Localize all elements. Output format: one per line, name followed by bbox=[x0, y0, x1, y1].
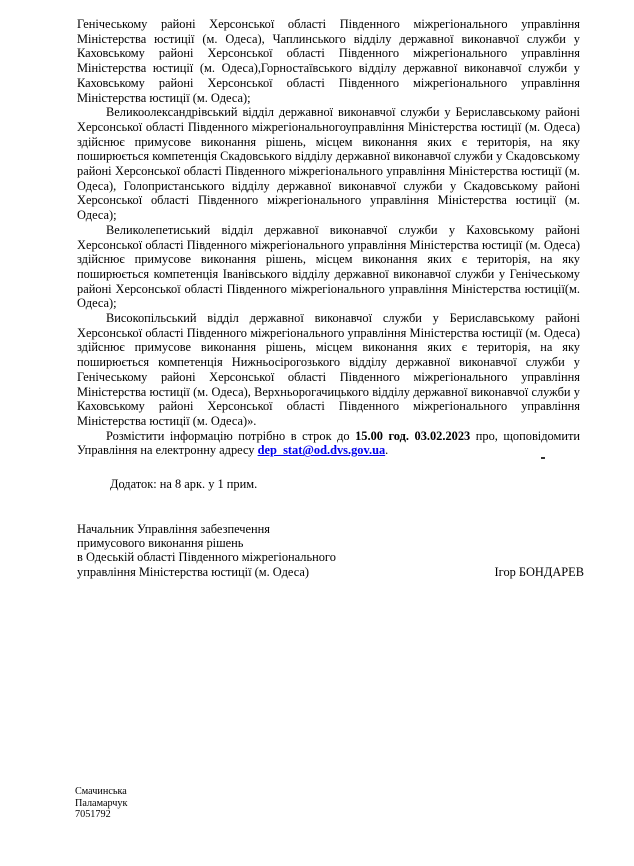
dash-mark bbox=[541, 457, 545, 459]
paragraph-vysokopilskyi: Високопільський відділ державної виконавчої служби у Бериславському районі Херсонської області Південного міжрегіонального управління Міністерства юстиції (м. Одеса) здійснює примусове виконання рішень, місцем виконання яких є територія, на яку поширюється компетенція Нижньосірогозького відділу державної виконавчої служби у Генічеському районі Херсонської області Південного міжрегіонального управління Міністерства юстиції (м. Одеса), Верхньорогачицького відділу державної виконавчої служби у Каховському районі Херсонської області Південного міжрегіонального управління Міністерства юстиції (м. Одеса)». bbox=[77, 311, 580, 428]
signature-position-line: примусового виконання рішень bbox=[77, 536, 244, 551]
instruction-prefix: Розмістити інформацію потрібно в строк до bbox=[106, 428, 356, 443]
deadline-text: 15.00 год. 03.02.2023 bbox=[355, 428, 471, 443]
document-body bbox=[77, 17, 580, 458]
paragraph-velykolepetyskyi: Великолепетиський відділ державної виконавчої служби у Каховському районі Херсонської області Південного міжрегіонального управління Міністерства юстиції (м. Одеса) здійснює примусове виконання рішень, місцем виконання яких є територія, на яку поширюється компетенція Іванівського відділу державної виконавчої служби у Генічеському районі Херсонської області Південного міжрегіонального управління Міністерства юстиції(м. Одеса); bbox=[77, 222, 580, 311]
email-link[interactable]: dep_stat@od.dvs.gov.ua bbox=[257, 443, 386, 458]
instruction-middle: про, щоповідомити Управління на електронну адресу bbox=[77, 428, 581, 458]
signatory-name: Ігор БОНДАРЕВ bbox=[494, 564, 584, 579]
instruction-suffix: . bbox=[385, 443, 389, 458]
paragraph-velykooleksandrivskyi: Великоолександрівський відділ державної виконавчої служби у Бериславському районі Херсонської області Південного міжрегіональногоуправління Міністерства юстиції (м. Одеса) здійснює примусове виконання рішень, місцем виконання яких є територія, на яку поширюється компетенція Скадовського відділу державної виконавчої служби у Скадовському районі Херсонської області Південного міжрегіонального управління Міністерства юстиції (м. Одеса), Голопристанського відділу державної виконавчої служби у Скадовському районі Херсонської області Південного міжрегіонального управління Міністерства юстиції (м. Одеса); bbox=[77, 105, 580, 223]
signature-position-line: в Одеській області Південного міжрегіонального bbox=[77, 550, 336, 565]
executor-phone: 7051792 bbox=[75, 809, 111, 821]
executor-name: Паламарчук bbox=[75, 797, 128, 809]
signature-block bbox=[77, 522, 584, 579]
attachment-note: Додаток: на 8 арк. у 1 прим. bbox=[110, 477, 258, 491]
signature-position-line: управління Міністерства юстиції (м. Одеса) bbox=[77, 564, 309, 579]
executor-footer bbox=[75, 786, 127, 821]
paragraph-instruction bbox=[77, 429, 580, 458]
signature-position-line: Начальник Управління забезпечення bbox=[77, 522, 270, 536]
paragraph-continuation: Генічеському районі Херсонської області Південного міжрегіонального управління Міністерства юстиції (м. Одеса), Чаплинського відділу державної виконавчої служби у Каховському районі Херсонської області Південного міжрегіонального управління Міністерства юстиції (м. Одеса),Горностаївського відділу державної виконавчої служби у Каховському районі Херсонської області Південного міжрегіонального управління Міністерства юстиції (м. Одеса); bbox=[77, 17, 580, 105]
executor-name: Смачинська bbox=[75, 786, 127, 797]
